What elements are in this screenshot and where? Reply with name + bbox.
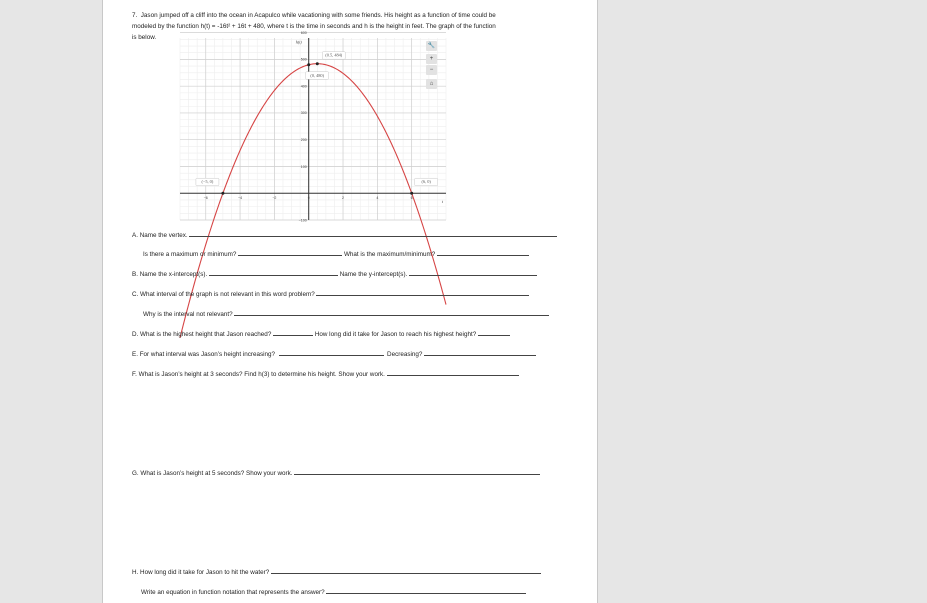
part-f (132, 368, 519, 381)
part-c2 (143, 308, 549, 321)
answer-blank[interactable] (189, 229, 557, 237)
answer-blank[interactable] (294, 467, 540, 475)
y-tick-label: 500 (300, 57, 307, 62)
part-e-second-label: Decreasing? (387, 351, 423, 358)
answer-blank[interactable] (209, 268, 338, 276)
key-point (316, 62, 319, 65)
part-h2-label: Write an equation in function notation that represents the answer? (141, 589, 325, 596)
intro-line-1: Jason jumped off a cliff into the ocean in Acapulco while vacationing with some friends. His height as a function of time could be (140, 12, 496, 19)
answer-blank[interactable] (238, 248, 342, 256)
part-a2-second-label: What is the maximum/minimum? (343, 251, 436, 258)
point-label: (0, 480) (310, 72, 325, 78)
part-b (132, 268, 537, 281)
answer-blank[interactable] (234, 308, 549, 316)
answer-blank[interactable] (387, 368, 519, 376)
point-label: (6, 0) (421, 179, 431, 185)
part-e (132, 348, 536, 361)
graph-svg (180, 30, 446, 223)
x-tick-label: 6 (410, 196, 413, 201)
part-c2-label: Why is the interval not relevant? (143, 311, 233, 318)
zoom-in-button[interactable]: + (426, 54, 437, 64)
part-d-label: D. What is the highest height that Jason reached? (132, 331, 272, 338)
y-tick-label: 600 (300, 30, 307, 35)
x-tick-label: 4 (376, 196, 379, 201)
answer-blank[interactable] (409, 268, 537, 276)
worksheet-page (102, 0, 598, 603)
answer-blank[interactable] (326, 586, 526, 594)
point-label: (0.5, 484) (325, 52, 343, 58)
y-tick-label: 200 (300, 138, 307, 143)
intro-line-3: is below. (132, 33, 157, 41)
point-label: (−5, 0) (201, 179, 214, 185)
part-a2-label: Is there a maximum or minimum? (143, 251, 237, 258)
wrench-icon[interactable]: 🔧 (427, 43, 436, 49)
x-tick-label: 2 (342, 196, 345, 201)
part-d (132, 328, 510, 341)
answer-blank[interactable] (424, 348, 536, 356)
answer-blank[interactable] (316, 288, 529, 296)
x-tick-label: 0 (307, 196, 310, 201)
y-axis-label: h(t) (295, 39, 302, 45)
x-tick-label: −2 (272, 196, 277, 201)
x-tick-label: −4 (238, 196, 243, 201)
key-point (307, 63, 310, 66)
part-b-second-label: Name the y-intercept(s). (339, 271, 408, 278)
part-a (132, 229, 557, 242)
key-point (410, 192, 413, 195)
y-tick-label: 100 (300, 164, 307, 169)
part-e-label: E. For what interval was Jason’s height increasing? (132, 351, 276, 358)
zoom-out-button[interactable]: − (426, 65, 437, 75)
answer-blank[interactable] (271, 566, 541, 574)
part-f-label: F. What is Jason’s height at 3 seconds? Find h(3) to determine his height. Show your work. (132, 371, 385, 378)
y-tick-label: −100 (298, 218, 307, 223)
intro-line-2: modeled by the function h(t) = -16t² + 16t + 480, where t is the time in seconds and h is the height in feet. The graph of the function (132, 22, 496, 30)
answer-blank[interactable] (478, 328, 510, 336)
part-b-label: B. Name the x-intercept(s). (132, 271, 208, 278)
y-tick-label: 400 (300, 84, 307, 89)
part-h2 (141, 586, 526, 599)
part-h-label: H. How long did it take for Jason to hit the water? (132, 569, 270, 576)
key-point (221, 192, 224, 195)
part-g (132, 467, 540, 480)
answer-blank[interactable] (279, 348, 384, 356)
answer-blank[interactable] (437, 248, 529, 256)
part-a-label: A. Name the vertex. (132, 232, 188, 239)
part-c (132, 288, 529, 301)
part-d-second-label: How long did it take for Jason to reach his highest height? (314, 331, 477, 338)
answer-blank[interactable] (273, 328, 313, 336)
part-a2 (143, 248, 529, 261)
part-c-label: C. What interval of the graph is not relevant in this word problem? (132, 291, 315, 298)
home-icon[interactable]: ⌂ (426, 79, 437, 89)
part-h (132, 566, 541, 579)
question-number: 7. (132, 12, 138, 19)
y-tick-label: 300 (300, 111, 307, 116)
x-axis-label: t (441, 199, 443, 205)
function-graph[interactable] (180, 30, 446, 223)
x-tick-label: −6 (203, 196, 208, 201)
part-g-label: G. What is Jason’s height at 5 seconds? Show your work. (132, 470, 293, 477)
